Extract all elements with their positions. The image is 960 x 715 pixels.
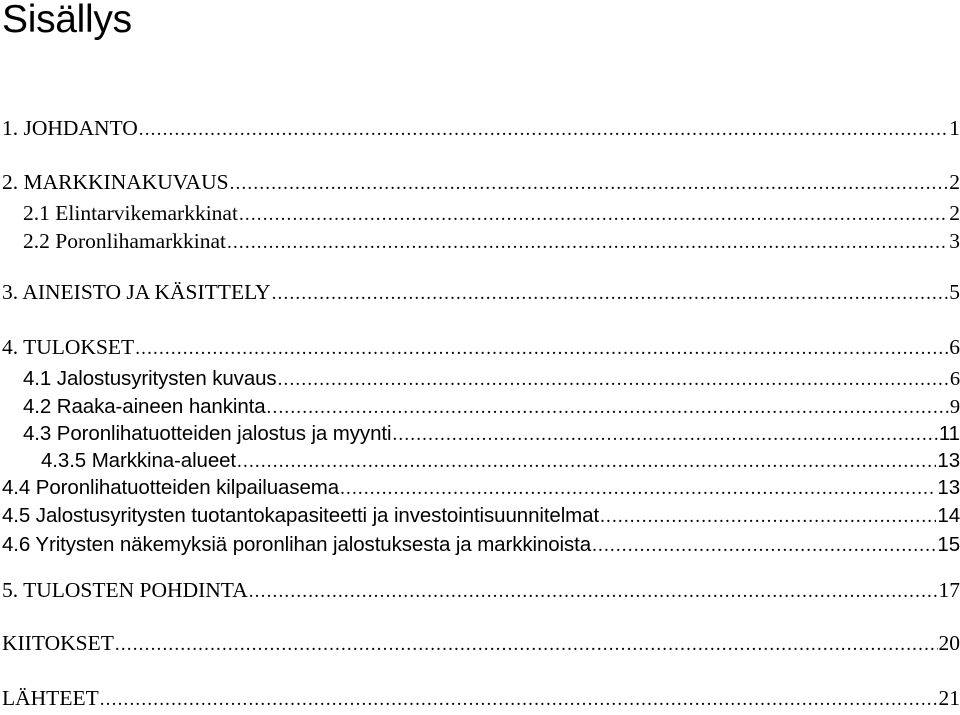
toc-leader-dots xyxy=(115,630,938,660)
toc-leader-dots xyxy=(135,334,948,364)
toc-leader-dots xyxy=(139,115,948,145)
toc-page-number: 2 xyxy=(949,198,960,228)
toc-leader-dots xyxy=(249,577,938,607)
toc-leader-dots xyxy=(100,685,938,715)
toc-entry-label: 4.3.5 Markkina-alueet xyxy=(41,446,236,476)
toc-entry-lahteet[interactable] xyxy=(0,683,960,713)
toc-page-number: 9 xyxy=(950,392,960,422)
toc-entry-label: 4.3 Poronlihatuotteiden jalostus ja myynti xyxy=(23,419,391,449)
toc-entry-raaka-aineen-hankinta[interactable] xyxy=(0,392,960,422)
toc-entry-label: 4.2 Raaka-aineen hankinta xyxy=(23,392,266,422)
toc-page-number: 13 xyxy=(937,446,960,476)
toc-entry-label: LÄHTEET xyxy=(2,683,99,713)
toc-leader-dots xyxy=(272,279,949,309)
toc-page-number: 20 xyxy=(939,628,960,658)
toc-entry-tulosten-pohdinta[interactable] xyxy=(0,575,960,605)
toc-page-number: 5 xyxy=(949,277,960,307)
toc-page-number: 11 xyxy=(939,419,960,449)
toc-entry-aineisto[interactable] xyxy=(0,277,960,307)
toc-page-number: 17 xyxy=(939,575,960,605)
toc-leader-dots xyxy=(230,169,949,199)
page-title: Sisällys xyxy=(2,0,132,42)
toc-page-number: 6 xyxy=(950,364,960,394)
toc-page-number: 2 xyxy=(949,167,960,197)
toc-entry-label: 4.4 Poronlihatuotteiden kilpailuasema xyxy=(2,473,339,503)
toc-page-number: 1 xyxy=(949,113,960,143)
toc-page-number: 13 xyxy=(937,473,960,503)
toc-entry-markkina-alueet[interactable] xyxy=(0,446,960,476)
toc-entry-elintarvikemarkkinat[interactable] xyxy=(0,198,960,228)
toc-leader-dots xyxy=(227,228,948,258)
toc-page-number: 14 xyxy=(937,501,960,531)
toc-page-number: 6 xyxy=(949,332,960,362)
toc-entry-label: 4.5 Jalostusyritysten tuotantokapasiteetti ja investointisuunnitelmat xyxy=(2,501,599,531)
toc-entry-jalostusyritysten-kuvaus[interactable] xyxy=(0,364,960,394)
toc-entry-label: KIITOKSET xyxy=(2,628,114,658)
toc-entry-markkinakuvaus[interactable] xyxy=(0,167,960,197)
toc-entry-kiitokset[interactable] xyxy=(0,628,960,658)
toc-entry-label: 1. JOHDANTO xyxy=(2,113,138,143)
toc-leader-dots xyxy=(592,531,936,561)
toc-entry-label: 2.1 Elintarvikemarkkinat xyxy=(23,198,238,228)
toc-entry-label: 2.2 Poronlihamarkkinat xyxy=(23,226,226,256)
toc-entry-tulokset[interactable] xyxy=(0,332,960,362)
toc-page-number: 15 xyxy=(937,530,960,560)
toc-entry-kilpailuasema[interactable] xyxy=(0,473,960,503)
toc-entry-jalostus-ja-myynti[interactable] xyxy=(0,419,960,449)
toc-entry-label: 3. AINEISTO JA KÄSITTELY xyxy=(2,277,271,307)
toc-entry-poronlihamarkkinat[interactable] xyxy=(0,226,960,256)
toc-entry-johdanto[interactable] xyxy=(0,113,960,143)
toc-leader-dots xyxy=(278,365,949,395)
toc-entry-tuotantokapasiteetti[interactable] xyxy=(0,501,960,531)
toc-entry-label: 2. MARKKINAKUVAUS xyxy=(2,167,229,197)
toc-page-number: 3 xyxy=(949,226,960,256)
toc-entry-label: 4.6 Yritysten näkemyksiä poronlihan jalostuksesta ja markkinoista xyxy=(2,530,591,560)
toc-page-number: 21 xyxy=(939,683,960,713)
toc-leader-dots xyxy=(600,502,936,532)
toc-entry-label: 4. TULOKSET xyxy=(2,332,134,362)
toc-entry-label: 5. TULOSTEN POHDINTA xyxy=(2,575,248,605)
toc-entry-label: 4.1 Jalostusyritysten kuvaus xyxy=(23,364,277,394)
toc-entry-nakemyksia[interactable] xyxy=(0,530,960,560)
toc-leader-dots xyxy=(340,474,936,504)
